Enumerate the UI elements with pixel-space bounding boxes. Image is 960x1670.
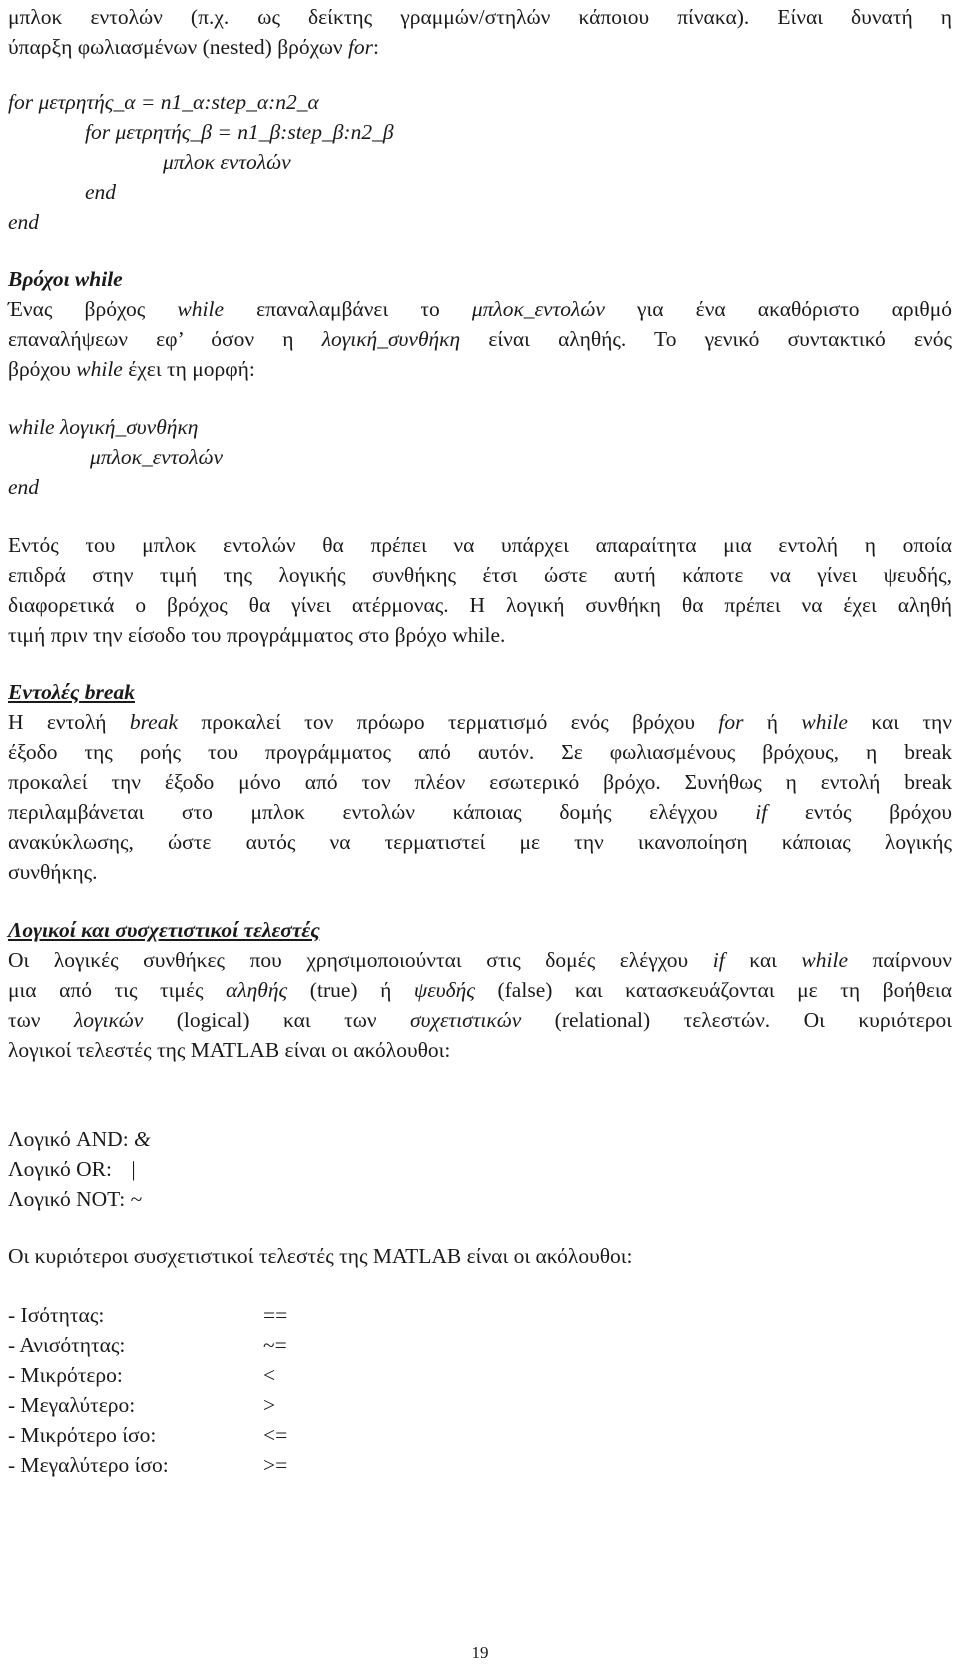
paragraph-line: βρόχου while έχει τη μορφή:	[8, 357, 255, 381]
operator-symbol: |	[131, 1157, 136, 1181]
section-heading-while: Βρόχοι while	[8, 267, 123, 291]
code-line: for μετρητής_β = n1_β:step_β:n2_β	[85, 120, 394, 144]
code-line: end	[8, 210, 40, 234]
paragraph-line: των λογικών (logical) και των συχετιστικών (relational) τελεστών. Οι κυριότεροι	[8, 1008, 953, 1032]
section-heading-operators: Λογικοί και συσχετιστικοί τελεστές	[8, 918, 320, 942]
paragraph-line: έξοδο της ροής του προγράμματος από αυτόν. Σε φωλιασμένους βρόχους, η break	[8, 740, 952, 764]
intro-line-1: μπλοκ εντολών (π.χ. ως δείκτης γραμμών/στηλών κάποιου πίνακα). Είναι δυνατή η	[8, 5, 952, 29]
paragraph-line: τιμή πριν την είσοδο του προγράμματος στο βρόχο while.	[8, 623, 506, 647]
code-line: for μετρητής_α = n1_α:step_α:n2_α	[8, 90, 319, 114]
paragraph-line: επαναλήψεων εφ’ όσον η λογική_συνθήκη είναι αληθής. Το γενικό συντακτικό ενός	[8, 327, 952, 351]
relational-operator-item: - Μικρότερο ίσο: <=	[8, 1420, 952, 1450]
relational-operator-item: - Μικρότερο: <	[8, 1360, 952, 1390]
code-line: μπλοκ εντολών	[163, 150, 291, 174]
operator-symbol: <	[263, 1363, 276, 1387]
relational-operator-item: - Μεγαλύτερο: >	[8, 1390, 952, 1420]
paragraph-line: Ένας βρόχος while επαναλαμβάνει το μπλοκ_εντολών για ένα ακαθόριστο αριθμό	[8, 297, 952, 321]
relational-operator-item: - Ανισότητας: ~=	[8, 1330, 952, 1360]
paragraph-line: Οι λογικές συνθήκες που χρησιμοποιούνται στις δομές ελέγχου if και while παίρνουν	[8, 948, 952, 972]
paragraph-line: ανακύκλωσης, ώστε αυτός να τερματιστεί με την ικανοποίηση κάποιας λογικής	[8, 830, 952, 854]
relational-intro: Οι κυριότεροι συσχετιστικοί τελεστές της MATLAB είναι οι ακόλουθοι:	[8, 1244, 633, 1268]
operator-symbol: >	[263, 1393, 276, 1417]
paragraph-line: διαφορετικά ο βρόχος θα γίνει ατέρμονας. Η λογική συνθήκη θα πρέπει να έχει αληθή	[8, 593, 952, 617]
operator-symbol: ~=	[263, 1333, 287, 1357]
paragraph-line: περιλαμβάνεται στο μπλοκ εντολών κάποιας δομής ελέγχου if εντός βρόχου	[8, 800, 953, 824]
code-line: μπλοκ_εντολών	[90, 445, 224, 469]
paragraph-line: Η εντολή break προκαλεί τον πρόωρο τερματισμό ενός βρόχου for ή while και την	[8, 710, 952, 734]
code-line: end	[8, 475, 40, 499]
relational-operator-item: - Μεγαλύτερο ίσο: >=	[8, 1450, 952, 1480]
intro-line-2: ύπαρξη φωλιασμένων (nested) βρόχων for:	[8, 35, 380, 59]
operator-symbol: >=	[263, 1453, 288, 1477]
paragraph-line: λογικοί τελεστές της MATLAB είναι οι ακόλουθοι:	[8, 1038, 451, 1062]
paragraph-line: συνθήκης.	[8, 860, 98, 884]
paragraph-line: μια από τις τιμές αληθής (true) ή ψευδής (false) και κατασκευάζονται με τη βοήθεια	[8, 978, 952, 1002]
operator-symbol: ~	[130, 1187, 143, 1211]
section-heading-break: Εντολές break	[8, 680, 135, 704]
code-line: end	[85, 180, 117, 204]
logical-operator-item: Λογικό OR: |	[8, 1157, 136, 1181]
page-number: 19	[471, 1643, 489, 1662]
operator-symbol: &	[134, 1127, 151, 1151]
operator-symbol: ==	[263, 1303, 288, 1327]
logical-operator-item: Λογικό NOT: ~	[8, 1187, 143, 1211]
paragraph-line: επιδρά στην τιμή της λογικής συνθήκης έτσι ώστε αυτή κάποτε να γίνει ψευδής,	[8, 563, 952, 587]
paragraph-line: Εντός του μπλοκ εντολών θα πρέπει να υπάρχει απαραίτητα μια εντολή η οποία	[8, 533, 952, 557]
code-line: while λογική_συνθήκη	[8, 415, 199, 439]
relational-operator-item: - Ισότητας: ==	[8, 1300, 952, 1330]
logical-operator-item: Λογικό AND: &	[8, 1127, 151, 1151]
operator-symbol: <=	[263, 1423, 288, 1447]
paragraph-line: προκαλεί την έξοδο μόνο από τον πλέον εσωτερικό βρόχο. Συνήθως η εντολή break	[8, 770, 952, 794]
